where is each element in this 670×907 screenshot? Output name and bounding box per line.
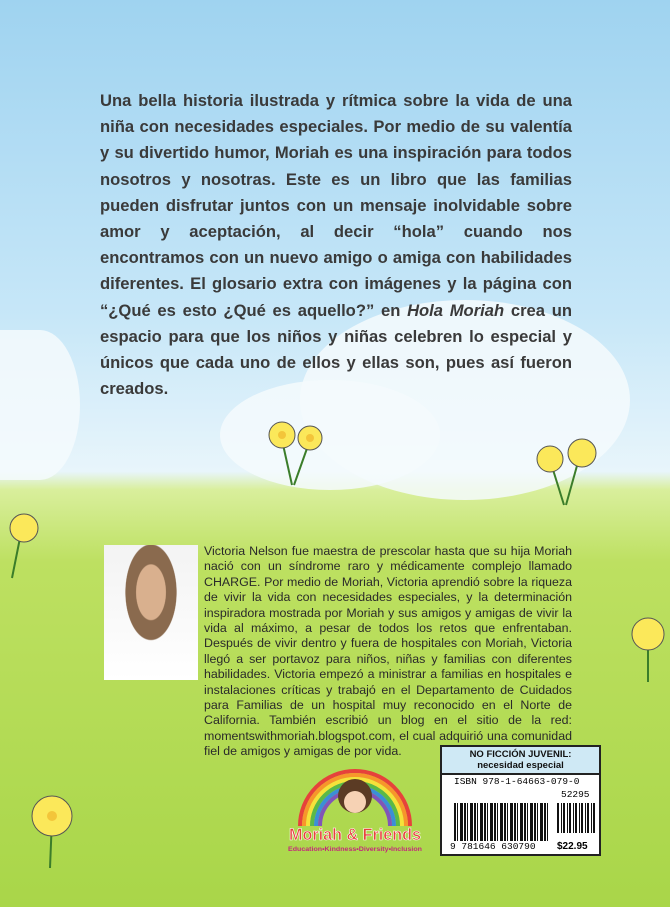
cloud bbox=[0, 330, 80, 480]
price: $22.95 bbox=[557, 841, 588, 852]
author-photo bbox=[104, 545, 198, 680]
back-cover-blurb bbox=[100, 88, 572, 402]
isbn-barcode-box bbox=[440, 745, 601, 856]
isbn-text: ISBN 978-1-64663-079-0 bbox=[454, 776, 580, 787]
flower-icon bbox=[626, 612, 670, 687]
blurb-text: crea un espacio para que los niños y niñas celebren lo especial y únicos que cada uno de ellos y ellas son, pues así fueron creados. bbox=[100, 300, 572, 399]
price-code: 52295 bbox=[561, 789, 590, 800]
barcode-bars bbox=[454, 803, 549, 841]
flower-icon bbox=[0, 508, 45, 583]
subcategory-label: necesidad especial bbox=[477, 760, 564, 771]
flower-icon bbox=[262, 420, 327, 490]
category-label: NO FICCIÓN JUVENIL: bbox=[469, 749, 572, 760]
moriah-and-friends-logo bbox=[286, 756, 424, 854]
svg-text:Education•Kindness•Diversity•I: Education•Kindness•Diversity•Inclusion bbox=[288, 846, 422, 853]
svg-text:Moriah & Friends: Moriah & Friends bbox=[289, 825, 421, 844]
price-barcode-bars bbox=[557, 803, 595, 833]
flower-icon bbox=[26, 790, 80, 870]
author-bio: Victoria Nelson fue maestra de prescolar hasta que su hija Moriah nació con un síndrome raro y médicamente complejo llamado CHARGE. Por medio de Moriah, Victoria aprendió sobre la riqueza de vivir la vida con necesidades especiales, y la determinación inspiradora mostrada por Moriah y sus amigos y amigas de vivir la vida al máximo, a pesar de todos los retos que enfrentaban. Después de vivir dentro y fuera de hospitales con Moriah, Victoria llegó a ser portavoz para niños, niñas y familias con diferentes habilidades. Victoria empezó a ministrar a familias en hospitales e instalaciones críticas y trabajó en el Departamento de Cuidados para Familias de un hospital muy reconocido en el Norte de California. También escribió un blog en el sitio de la red: momentswithmoriah.blogspot.com, el cual adquirió una comunidad fiel de amigos y amigas de por vida. bbox=[204, 544, 572, 759]
flower-icon bbox=[530, 435, 600, 510]
ean-number: 9 781646 630790 bbox=[450, 841, 536, 852]
blurb-text: Una bella historia ilustrada y rítmica sobre la vida de una niña con necesidades especiales. Por medio de su valentía y su divertido humor, Moriah es una inspiración para todos nosotros y nosotras. Este es un libro que las familias pueden disfrutar juntos con un mensaje inolvidable sobre amor y aceptación, al decir “hola” cuando nos encontramos con un nuevo amigo o amiga con habilidades diferentes. El glosario extra con imágenes y la página con “¿Qué es esto ¿Qué es aquello?” en bbox=[100, 91, 572, 320]
book-title: Hola Moriah bbox=[407, 300, 505, 320]
